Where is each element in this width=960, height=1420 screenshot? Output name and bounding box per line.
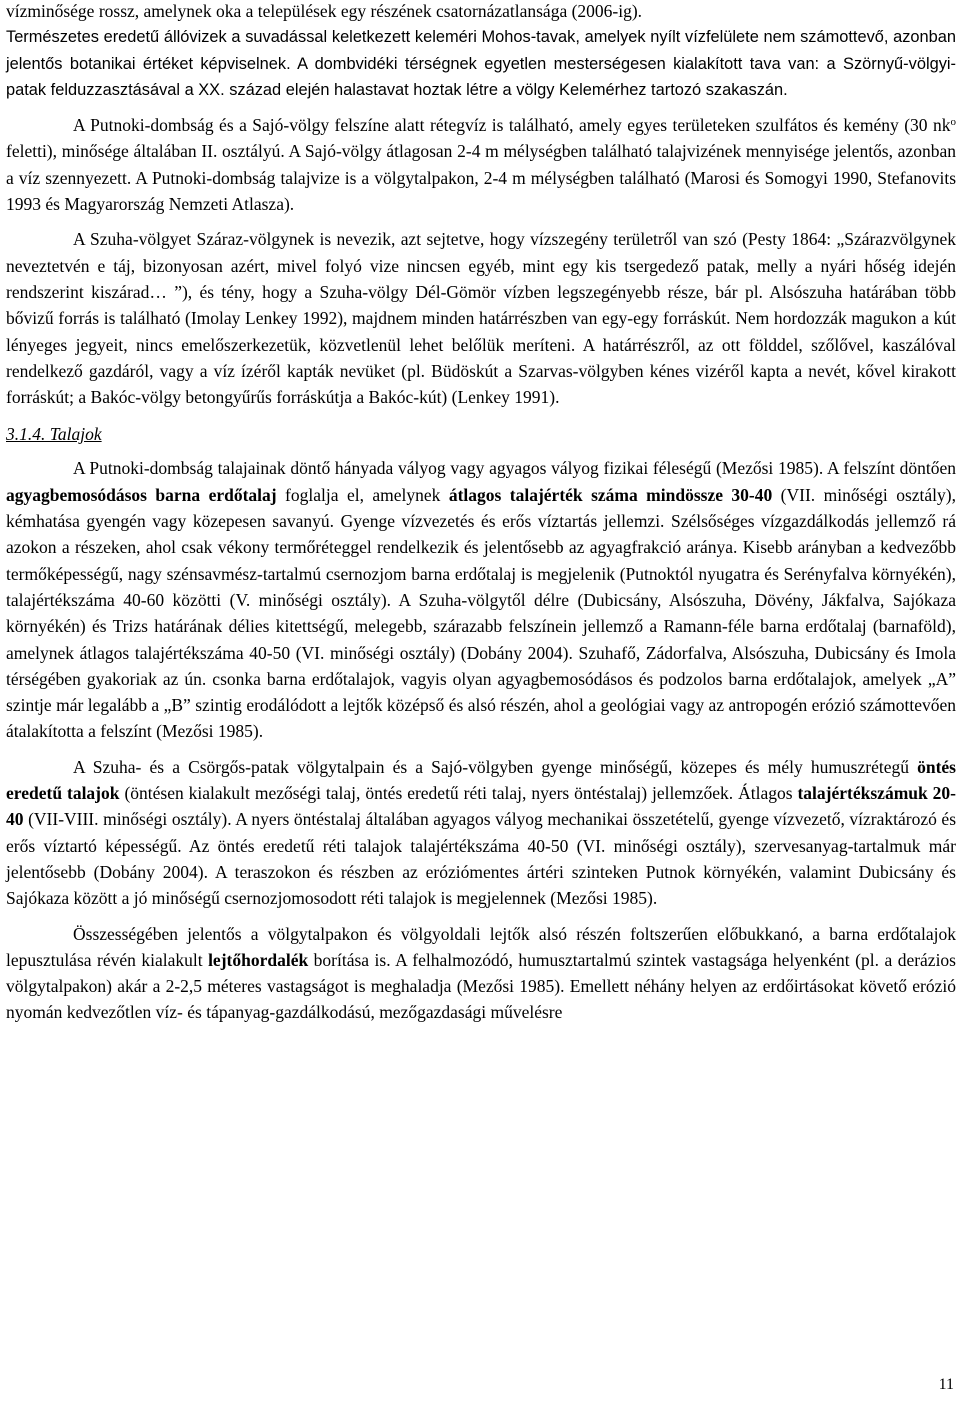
summary-bold-slope-deposit: lejtőhordalék: [208, 949, 309, 970]
degree-superscript: o: [950, 116, 956, 129]
alluvial-bold-origin: öntés eredetű talajok: [6, 756, 956, 804]
soils-text-e: (VII. minőségi osztály), kémhatása gyengén vagy közepesen savanyú. Gyenge vízvezetés és erős víztartás jellemzi. Szélsőséges vízgazdálkodás jellemző rá azokon a részeken, ahol csak vékony termőréteggel rendelkezik és jelentősebb az agyagfrakció aránya. Kisebb arányban a kedvezőbb termőképességű, nagy szénsavmész-tartalmú csernozjom barna erdőtalaj is megjelenik (Putnoktól nyugatra és Serényfalva környékén), talajértékszáma 40-60 közötti (V. minőségi osztály). A Szuha-völgytől délre (Dubicsány, Alsószuha, Dövény, Jákfalva, Sajókaza környékén) és Trizs határának délies kitettségű, melegebb, szárazabb felszínein jellemző a Ramann-féle barna erdőtalaj (barnaföld), amelynek átlagos talajértékszáma 40-50 (VI. minőségi osztály) (Dobány 2004). Szuhafő, Zádorfalva, Alsószuha, Dubicsány és Imola térségében gyakoriak az ún. csonka barna erdőtalajok, vagyis olyan agyagbemosódásos és podzolos barna erdőtalajok, amelyek „A” szintje már legalább a „B” szintig erodálódott a lejtők középső és alsó részén, ahol a geológiai vagy az antropogén erózió számottevően átalakította a felszínt (Mezősi 1985).: [6, 484, 956, 742]
alluvial-soils-paragraph: [6, 754, 956, 912]
soils-text-a: A Putnoki-dombság talajainak döntő hányada vályog vagy agyagos vályog fizikai féleségű (Mezősi 1985). A felszínt döntően: [73, 458, 956, 479]
szuha-valley-paragraph: [6, 226, 956, 410]
szuha-valley-text: A Szuha-völgyet Száraz-völgynek is nevezik, azt sejtetve, hogy vízszegény területről van szó (Pesty 1864: „Szárazvölgynek neveztetvén e táj, bizonyosan azért, mivel folyó vize nincsen egyéb, mint egy kis tsergedező patak, melly a nyári hőség idején rendszerint kiszárad… ”), és tény, hogy a Szuha-völgy Dél-Gömör vízben legszegényebb része, bár pl. Alsószuha határában több bővizű forrás is található (Imolay Lenkey 1992), majdnem minden határrészben van egy-egy forráskút. Nem hordozzák magukon a kút lényeges jegyeit, nincs emelőszerkezetük, közvetlenül lehet belőlük meríteni. A határrészről, az ott földdel, szőlővel, kaszálóval rendelkező gazdáról, vagy a víz ízéről kapták nevüket (pl. Büdöskút a Szarvas-völgyben kénes vizéről kapta a nevét, kővel kirakott forráskút; a Bakóc-völgy betongyűrűs forráskútja a Bakóc-kút) (Lenkey 1991).: [6, 229, 956, 408]
groundwater-paragraph: [6, 112, 956, 217]
groundwater-text-b: feletti), minősége általában II. osztályú. A Sajó-völgy átlagosan 2-4 m mélységben található talajvizének mennyisége jelentős, azonban a víz szennyezett. A Putnoki-dombság talajvize is a völgytalpakon, 2-4 m mélységben található (Marosi és Somogyi 1990, Stefanovits 1993 és Magyarország Nemzeti Atlasza).: [6, 141, 956, 215]
soils-text-c: foglalja el, amelynek: [276, 484, 449, 505]
soils-paragraph: [6, 455, 956, 744]
standing-waters-text: Természetes eredetű állóvizek a suvadással keletkezett keleméri Mohos-tavak, amelyek nyílt vízfelülete nem számottevő, azonban jelentős botanikai értéket képviselnek. A dombvidéki térségnek egyetlen mesterségesen kialakított tava van: a Szörnyű-völgyi-patak felduzzasztásával a XX. század elején halastavat hoztak létre a völgy Kelemérhez tartozó szakaszán.: [6, 28, 956, 99]
intro-continuation-line: [6, 0, 956, 24]
groundwater-text-a: A Putnoki-dombság és a Sajó-völgy felszíne alatt rétegvíz is található, amely egyes területeken szulfátos és kemény (30 nk: [73, 115, 951, 136]
summary-text-a: Összességében jelentős a völgytalpakon és völgyoldali lejtők alsó részén foltszerűen előbukkanó, a barna erdőtalajok lepusztulása révén kialakult: [6, 923, 956, 970]
soils-bold-forest-soil: agyagbemosódásos barna erdőtalaj: [6, 484, 277, 505]
standing-waters-paragraph: [6, 24, 956, 103]
alluvial-text-c: (öntésen kialakult mezőségi talaj, öntés eredetű réti talaj, nyers öntéstalaj) jellemzőek. Átlagos: [119, 783, 798, 804]
alluvial-bold-value: talajértékszámuk 20-40: [6, 783, 957, 830]
summary-paragraph: [6, 921, 956, 1026]
intro-line-text: vízminősége rossz, amelynek oka a települések egy részének csatornázatlansága (2006-ig).: [6, 1, 643, 21]
alluvial-text-a: A Szuha- és a Csörgős-patak völgytalpain és a Sajó-völgyben gyenge minőségű, közepes és mély humuszrétegű: [73, 756, 918, 777]
alluvial-text-e: (VII-VIII. minőségi osztály). A nyers öntéstalaj általában agyagos vályog mechanikai összetételű, gyenge vízvezető, vízraktározó és erős víztartó képességű. Az öntés eredetű réti talajok talajértékszáma 40-50 (VI. minőségi osztály), szervesanyag-tartalmuk már jelentősebb (Dobány 2004). A teraszokon és részben az eróziómentes ártéri szinteken Putnok környékén, valamint Dubicsány és Sajókaza között a jó minőségű csernozjomosodott réti talajok is megjelennek (Mezősi 1985).: [6, 809, 956, 909]
page-number: 11: [938, 1376, 954, 1393]
soils-bold-soil-value: átlagos talajérték száma mindössze 30-40: [448, 484, 773, 505]
section-heading-soils: 3.1.4. Talajok: [6, 424, 102, 445]
summary-text-c: borítása is. A felhalmozódó, humusztartalmú szintek vastagsága helyenként (pl. a derázios völgytalpakon) akár a 2-2,5 méteres vastagságot is meghaladja (Mezősi 1985). Emellett néhány helyen az erdőirtásokat követő erózió nyomán kedvezőtlen víz- és tápanyag-gazdálkodású, mezőgazdasági művelésre: [6, 949, 956, 1023]
document-page: [6, 0, 956, 1026]
